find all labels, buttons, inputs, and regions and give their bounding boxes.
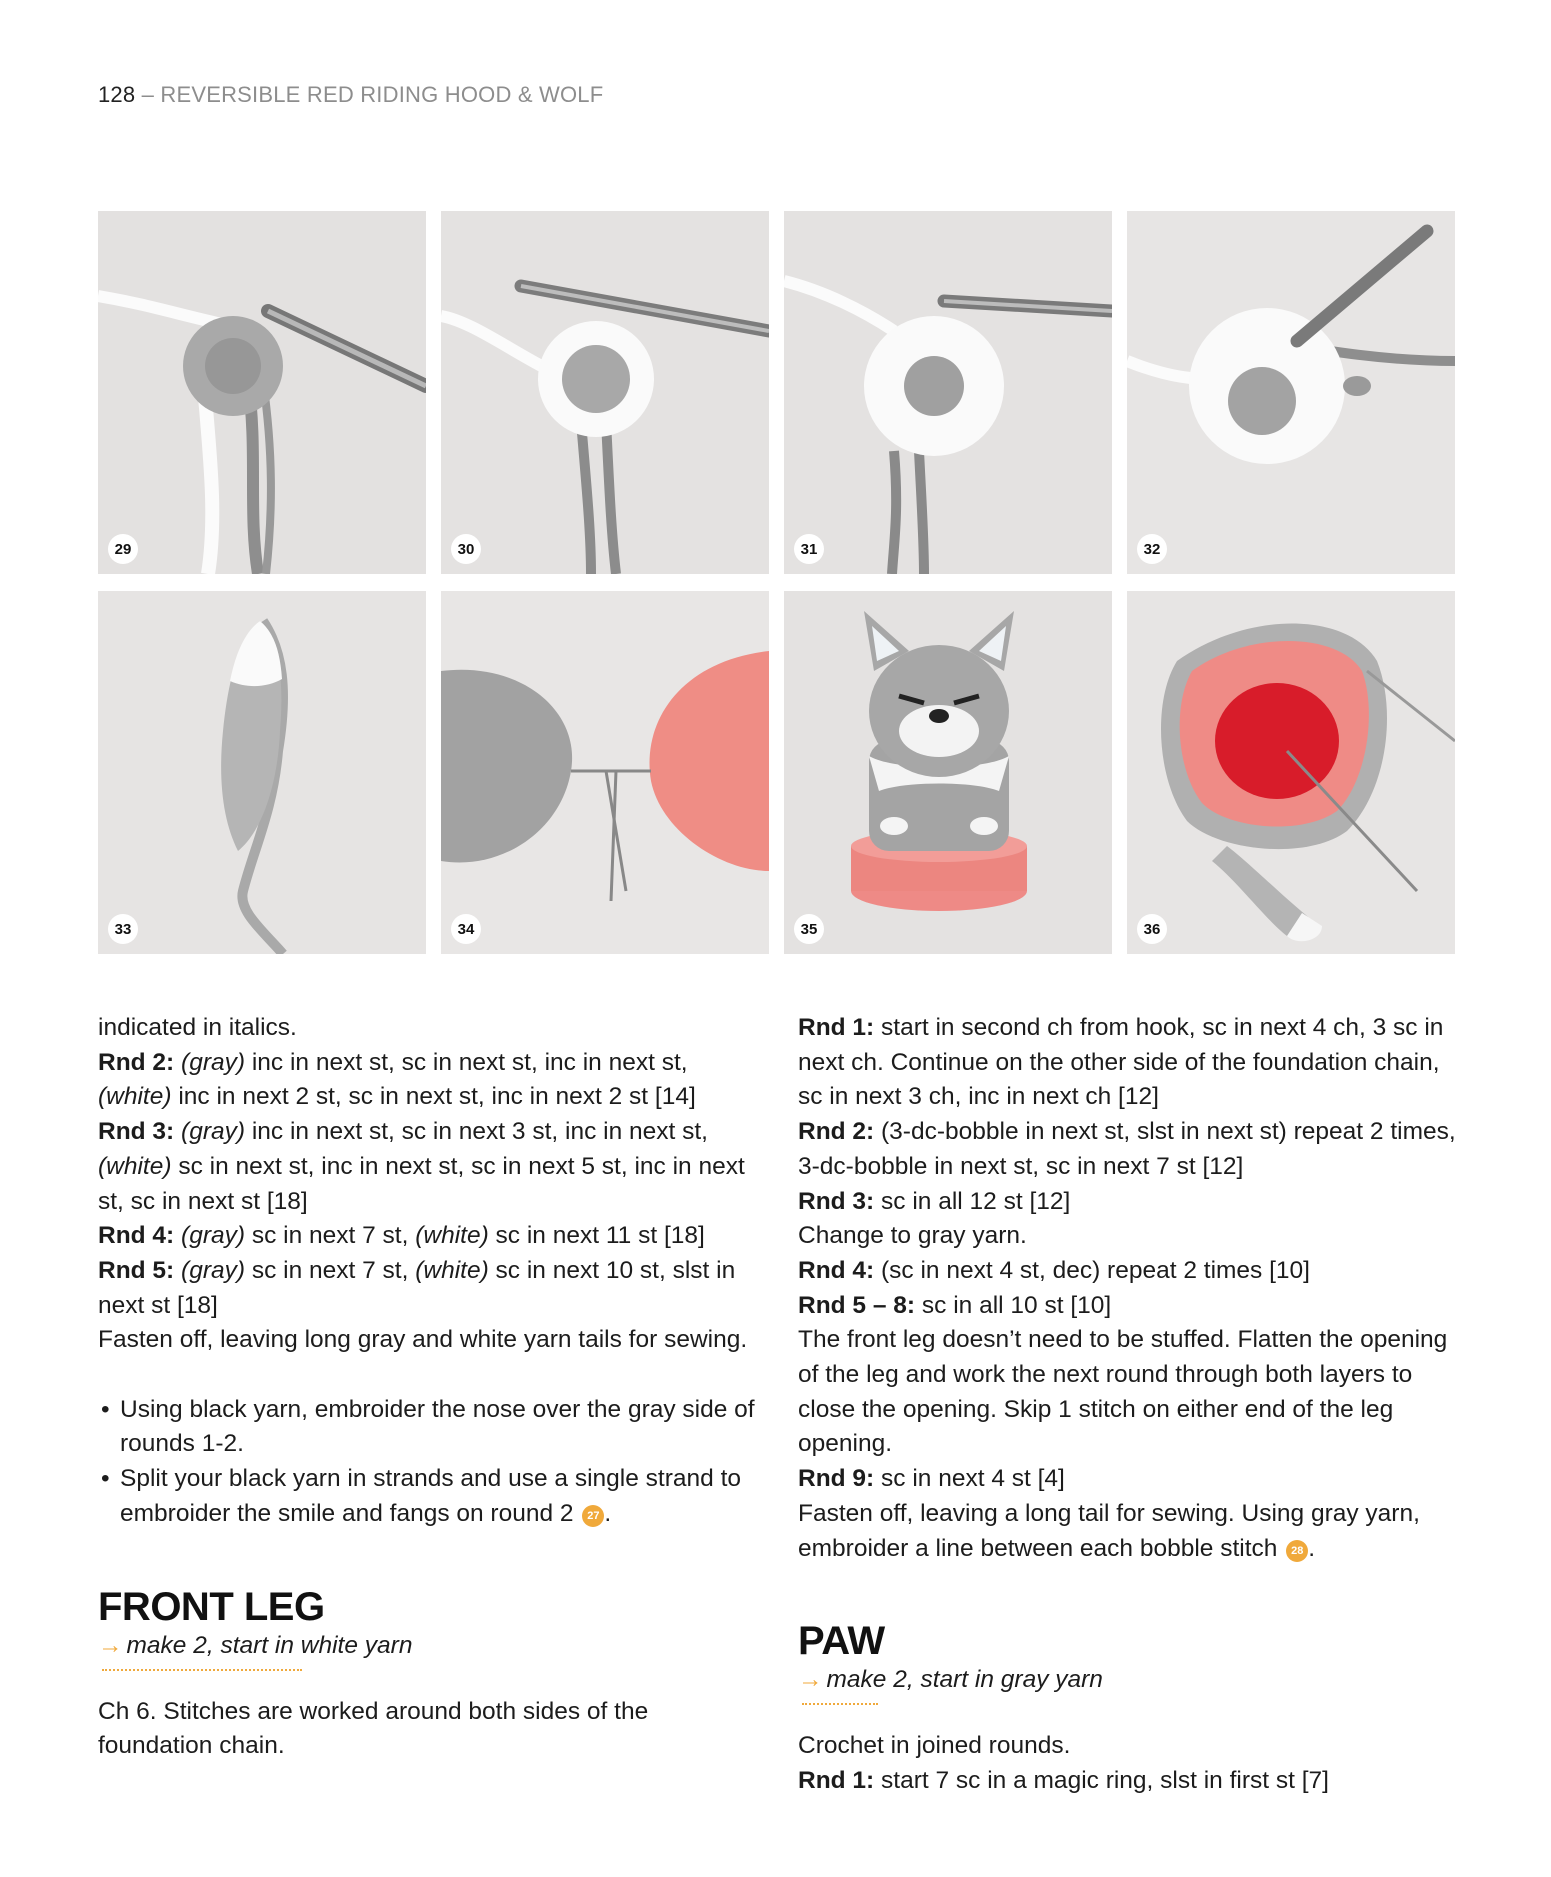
wolf-amigurumi-image [784,591,1112,954]
step-photo-grid [98,211,1457,954]
step-number-badge: 29 [108,534,138,564]
round-instruction [798,1462,1468,1497]
step-photo [1127,591,1455,954]
round-text: start in second ch from hook, sc in next 4 ch, 3 sc in next ch. Continue on the other side of the foundation chain, sc in next 3 ch, inc in next ch [12] [798,1014,1444,1111]
section-heading: FRONT LEG [98,1584,325,1629]
fasten-off-text: Fasten off, leaving a long tail for sewing. Using gray yarn, embroider a line between each bobble stitch 28 . [798,1499,1420,1562]
arrow-icon: → [98,1631,123,1659]
step-number-badge: 34 [451,914,481,944]
round-text: inc in next 2 st, sc in next st, inc in next 2 st [14] [171,1083,696,1111]
round-text: inc in next st, sc in next st, inc in next st, [245,1048,688,1076]
round-text: (3-dc-bobble in next st, slst in next st) repeat 2 times, 3-dc-bobble in next st, sc in next 7 st [12] [798,1118,1456,1180]
color-note: (gray) [181,1118,246,1146]
color-note: (gray) [181,1048,246,1076]
round-instruction [798,1254,1468,1289]
round-label: Rnd 2: [798,1118,875,1146]
round-text: inc in next st, sc in next 3 st, inc in next st, [245,1118,708,1146]
step-photo [98,211,426,574]
crochet-photo-image [441,591,769,954]
running-header [98,82,603,108]
color-note: (gray) [181,1222,246,1250]
bullet-item [98,1393,766,1462]
round-text: sc in next 10 st, slst in next st [18] [98,1256,736,1319]
crochet-photo-image [441,211,769,574]
color-note: (white) [415,1256,489,1284]
section-body: Ch 6. Stitches are worked around both sides of the foundation chain. [98,1697,649,1760]
bullet-text: Using black yarn, embroider the nose over the gray side of rounds 1-2. [120,1395,755,1458]
arrow-icon: → [798,1666,823,1694]
round-label: Rnd 9: [798,1465,875,1493]
step-photo [98,591,426,954]
step-number-badge: 36 [1137,914,1167,944]
round-instruction [98,1115,766,1219]
step-photo [1127,211,1455,574]
color-note: (white) [98,1083,172,1111]
step-photo [441,591,769,954]
crochet-photo-image [784,211,1112,574]
section-heading: PAW [798,1619,885,1664]
step-photo [784,211,1112,574]
change-yarn-text: Change to gray yarn. [798,1222,1027,1250]
step-photo [784,591,1112,954]
round-text: (sc in next 4 st, dec) repeat 2 times [10] [874,1256,1310,1284]
fasten-off-text: Fasten off, leaving long gray and white yarn tails for sewing. [98,1326,748,1354]
step-photo [441,211,769,574]
round-label: Rnd 1: [798,1766,875,1794]
round-text: sc in next 7 st, [245,1222,416,1250]
round-instruction [798,1011,1468,1115]
step-number-badge: 32 [1137,534,1167,564]
round-label: Rnd 4: [98,1222,175,1250]
embroidery-bullet-list [98,1393,766,1532]
round-label: Rnd 5 – 8: [798,1291,916,1319]
step-number-badge: 30 [451,534,481,564]
round-label: Rnd 4: [798,1256,875,1284]
round-instruction [798,1764,1468,1799]
dotted-divider [802,1703,878,1705]
round-instruction [798,1289,1468,1324]
round-text: sc in all 12 st [12] [874,1187,1071,1215]
step-number-badge: 33 [108,914,138,944]
crochet-photo-image [1127,591,1455,954]
crochet-photo-image [1127,211,1455,574]
section-subheading: → make 2, start in gray yarn [798,1666,1103,1694]
round-text: sc in next 11 st [18] [488,1222,705,1250]
left-text-column [98,1011,766,1764]
dotted-divider [102,1669,302,1671]
header-dash: – [141,82,155,107]
round-instruction [98,1219,766,1254]
flatten-text: The front leg doesn’t need to be stuffed. Flatten the opening of the leg and work the next round through both layers to close the opening. Skip 1 stitch on either end of the leg opening. [798,1326,1448,1458]
round-label: Rnd 1: [798,1014,875,1041]
bullet-item: • Split your black yarn in strands and use a single strand to embroider the smile and fangs on round 2 27 . [98,1462,766,1531]
chapter-title: REVERSIBLE RED RIDING HOOD & WOLF [160,82,604,107]
round-instruction [798,1185,1468,1220]
round-text: sc in next st, inc in next st, sc in next 5 st, inc in next st, sc in next st [18] [98,1152,745,1215]
round-text: sc in next 7 st, [245,1256,416,1284]
round-instruction [98,1254,766,1323]
crochet-photo-image [98,591,426,954]
crochet-photo-image [98,211,426,574]
intro-text: indicated in italics. [98,1014,297,1041]
step-number-badge: 31 [794,534,824,564]
right-text-column [798,1011,1468,1799]
page-number: 128 [98,82,136,107]
color-note: (white) [415,1222,489,1250]
round-label: Rnd 3: [798,1187,875,1215]
round-label: Rnd 5: [98,1256,175,1284]
round-text: sc in all 10 st [10] [915,1291,1112,1319]
round-text: sc in next 4 st [4] [874,1465,1065,1493]
section-body: Crochet in joined rounds. [798,1732,1071,1760]
step-number-badge: 35 [794,914,824,944]
color-note: (gray) [181,1256,246,1284]
section-subheading: → make 2, start in white yarn [98,1631,413,1659]
photo-reference-badge: 27 [582,1505,604,1527]
round-instruction [798,1115,1468,1184]
photo-reference-badge: 28 [1286,1540,1308,1562]
round-instruction [98,1046,766,1115]
color-note: (white) [98,1152,172,1180]
round-label: Rnd 2: [98,1048,175,1076]
round-text: start 7 sc in a magic ring, slst in first st [7] [874,1766,1329,1794]
bullet-text: Split your black yarn in strands and use a single strand to embroider the smile and fangs on round 2 [120,1465,742,1527]
round-label: Rnd 3: [98,1118,175,1146]
